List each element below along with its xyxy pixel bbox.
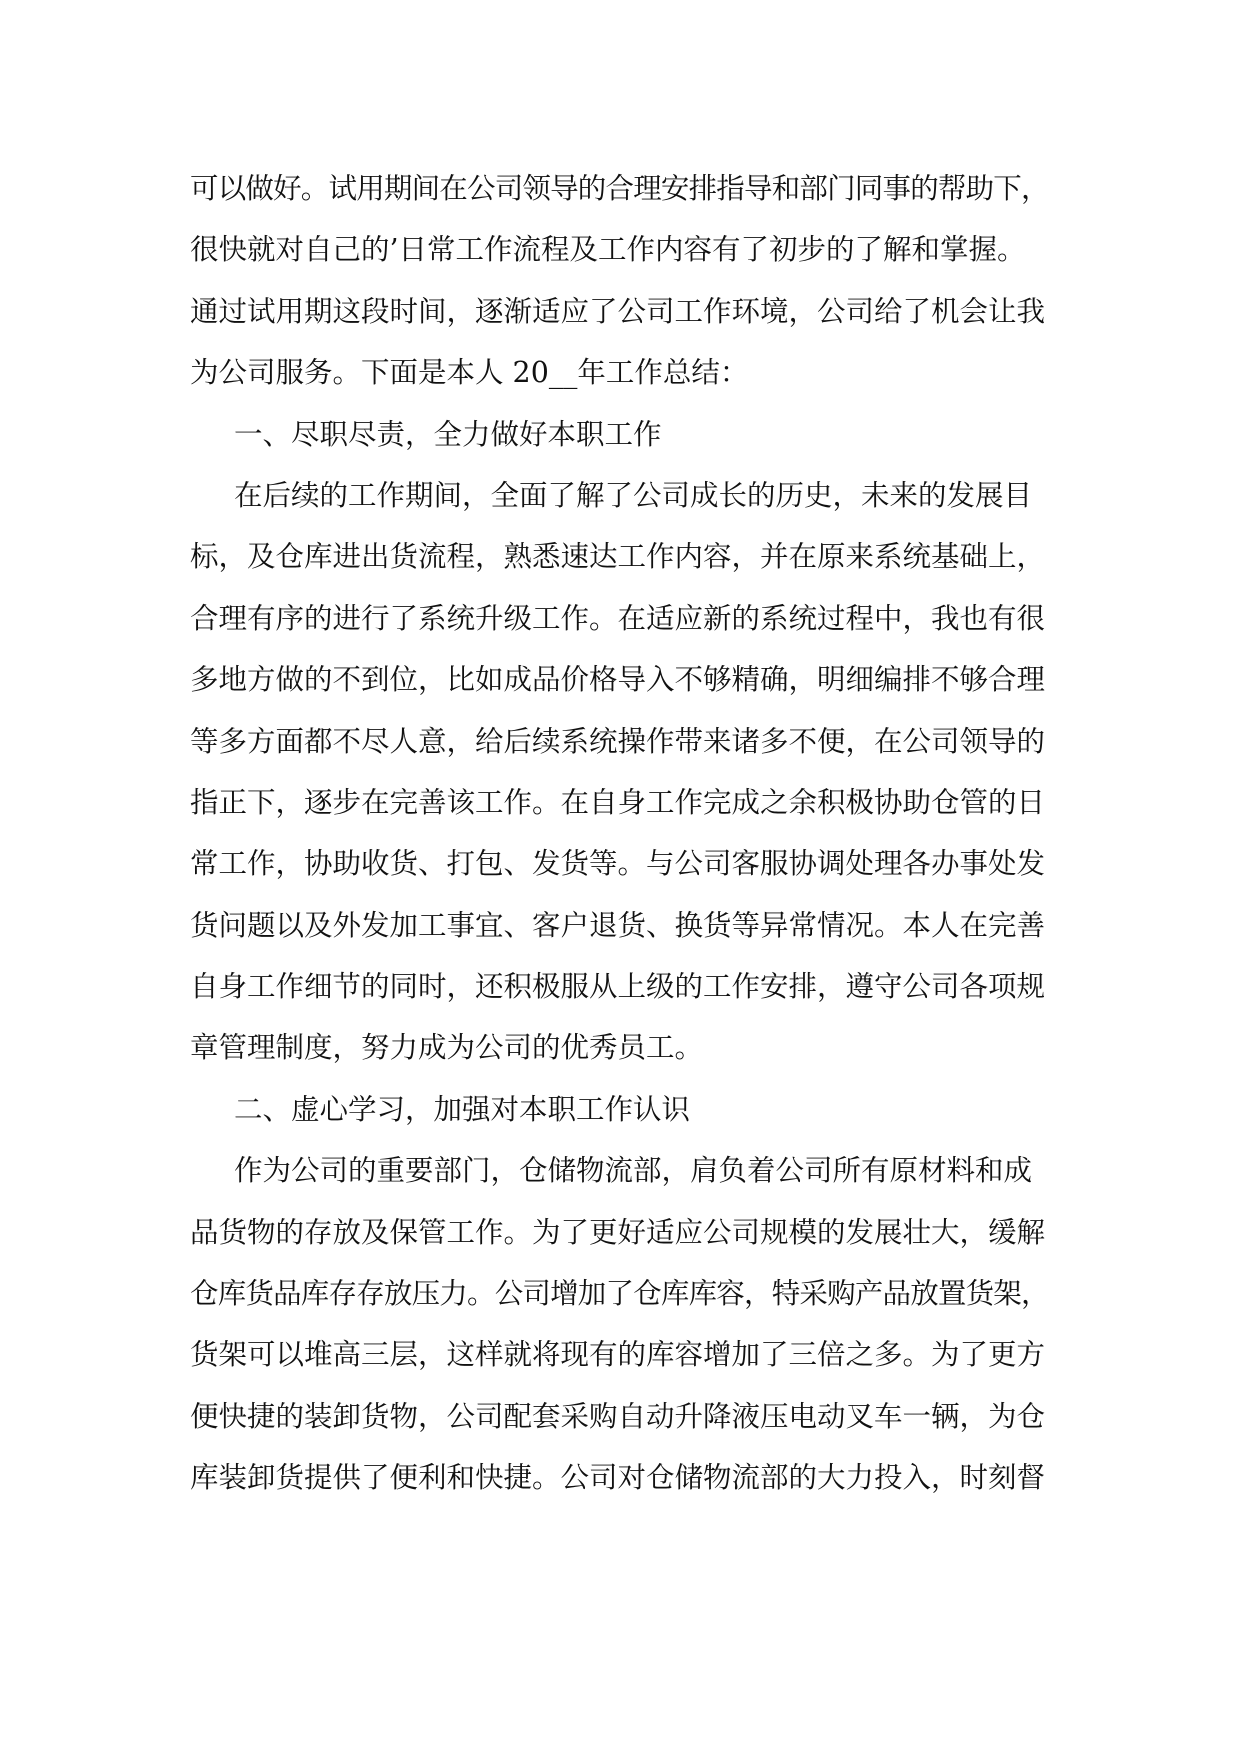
text-line: 指正下，逐步在完善该工作。在自身工作完成之余积极协助仓管的日 — [190, 785, 1046, 819]
text-line: 通过试用期这段时间，逐渐适应了公司工作环境，公司给了机会让我 — [190, 294, 1046, 328]
text-line: 仓库货品库存存放压力。公司增加了仓库库容，特采购产品放置货架， — [190, 1277, 1049, 1311]
text-line: 很快就对自己的’日常工作流程及工作内容有了初步的了解和掌握。 — [190, 233, 1026, 267]
paragraph-start-line: 一、尽职尽责，全力做好本职工作 — [234, 417, 662, 451]
text-line: 货问题以及外发加工事宜、客户退货、换货等异常情况。本人在完善 — [190, 908, 1046, 942]
text-line: 货架可以堆高三层，这样就将现有的库容增加了三倍之多。为了更方 — [190, 1338, 1046, 1372]
text-line: 标，及仓库进出货流程，熟悉速达工作内容，并在原来系统基础上， — [190, 540, 1046, 574]
text-line: 为公司服务。下面是本人 20__年工作总结： — [190, 356, 749, 390]
text-line: 常工作，协助收货、打包、发货等。与公司客服协调处理各办事处发 — [190, 847, 1046, 881]
text-line: 章管理制度，努力成为公司的优秀员工。 — [190, 1031, 704, 1065]
paragraph-start-line: 在后续的工作期间，全面了解了公司成长的历史，未来的发展目 — [234, 478, 1033, 512]
text-line: 便快捷的装卸货物，公司配套采购自动升降液压电动叉车一辆，为仓 — [190, 1399, 1046, 1433]
document-body — [190, 158, 1050, 1509]
paragraph-start-line: 作为公司的重要部门，仓储物流部，肩负着公司所有原材料和成 — [234, 1154, 1033, 1188]
paragraph-start-line: 二、虚心学习，加强对本职工作认识 — [234, 1092, 691, 1126]
text-line: 自身工作细节的同时，还积极服从上级的工作安排，遵守公司各项规 — [190, 970, 1046, 1004]
text-line: 等多方面都不尽人意，给后续系统操作带来诸多不便，在公司领导的 — [190, 724, 1046, 758]
text-line: 多地方做的不到位，比如成品价格导入不够精确，明细编排不够合理 — [190, 663, 1046, 697]
text-line: 品货物的存放及保管工作。为了更好适应公司规模的发展壮大，缓解 — [190, 1215, 1046, 1249]
text-line: 合理有序的进行了系统升级工作。在适应新的系统过程中，我也有很 — [190, 601, 1046, 635]
text-line: 可以做好。试用期间在公司领导的合理安排指导和部门同事的帮助下， — [190, 172, 1049, 205]
text-line: 库装卸货提供了便利和快捷。公司对仓储物流部的大力投入，时刻督 — [190, 1461, 1046, 1495]
